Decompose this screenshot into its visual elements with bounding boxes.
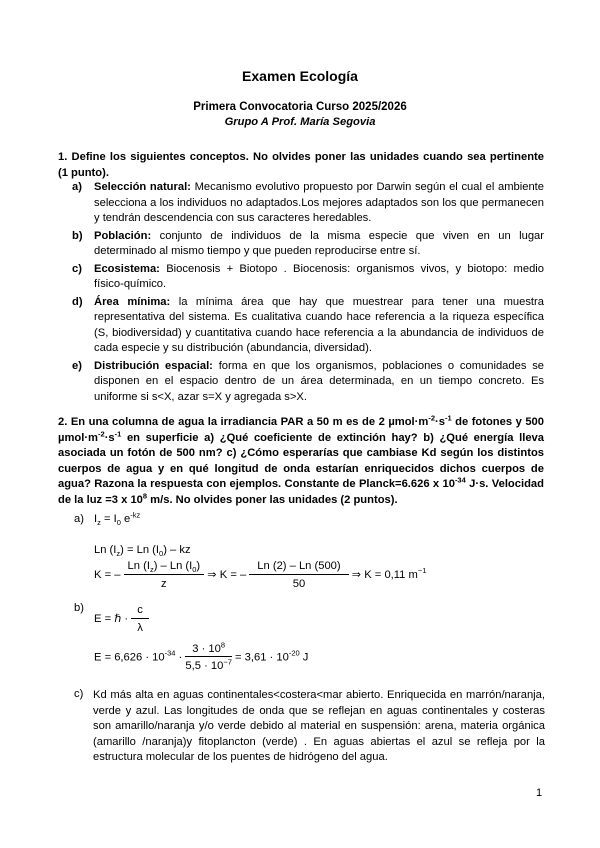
fraction-k-general: $\frac{Ln (I_z) - Ln (I_0)}{z}$ xyxy=(124,560,205,590)
exam-title: Examen Ecología xyxy=(242,68,358,84)
concept-definition: conjunto de individuos de la misma especie que viven en un lugar determinado al mismo tiempo y que pueden reproducirse entre sí. xyxy=(94,229,545,257)
item-marker: b) xyxy=(72,229,83,242)
question-1-text: Define los siguientes conceptos. No olvides poner las unidades cuando sea pertinente (1 punto). xyxy=(58,151,544,179)
question-1-number: 1. xyxy=(58,151,68,163)
concept-item-ecosistema xyxy=(72,262,544,293)
question-1 xyxy=(58,150,544,181)
fraction-speed-wavelength: $\frac{3 \cdot 10^8}{5,5 \cdot 10^{-7}}$ xyxy=(185,640,232,672)
item-marker: d) xyxy=(72,295,83,308)
concept-item-area-minima xyxy=(72,295,544,357)
concept-item-poblacion xyxy=(72,229,544,260)
item-marker: e) xyxy=(72,359,82,372)
item-marker: c) xyxy=(72,262,82,275)
answer-a-marker: a) xyxy=(74,513,84,525)
equation-energy-result: $E = 6,626 \cdot 10^{-34}$ · $\frac{3 \cdot 10^8}{5,5 \cdot 10^{-7}}$ = $3,61 \cdot 10^{-20}$ J xyxy=(94,640,309,672)
fraction-k-values: $\frac{Ln (2) - Ln (500)}{50}$ xyxy=(249,560,348,590)
answer-b-marker: b) xyxy=(74,602,84,614)
answer-c-text: Kd más alta en aguas continentales<costera<mar abierto. Enriquecida en marrón/naranja, verde y azul. Las longitudes de onda que se reflejan en aguas continentales y costeras son amarillo/naranja y/o verde debido al material en suspensión: arena, materia orgánica (amarillo /naranja)y fitoplancton (verde) . En aguas abiertas el azul se refleja por la estructura molecular de los puentes de hidrógeno del agua. xyxy=(93,689,545,764)
concept-definition: forma en que los organismos, poblaciones o comunidades se disponen en el espacio dentro de un área determinada, en un tiempo concreto. Es uniforme si s<X, azar s=X y agregada s>X. xyxy=(94,359,545,403)
concept-term: Ecosistema: xyxy=(94,262,160,275)
equation-irradiance: $I_z = I_0$ $e^{-kz}$ xyxy=(94,510,141,528)
concept-term: Área mínima: xyxy=(94,295,171,308)
concept-term: Selección natural: xyxy=(94,181,191,193)
item-marker: a) xyxy=(72,181,82,193)
concept-definition: la mínima área que hay que muestrear para tener una muestra representativa del sistema. Es cualitativa cuando hace referencia a la riqueza específica (S, biodiversidad) y cuantitativa cuando hace referencia a la abundancia de individuos de cada especie y su distribución (abundancia, diversidad). xyxy=(94,295,544,354)
equation-k-result: K = – $\frac{Ln (I_z) - Ln (I_0)}{z}$ ⇒ K = – $\frac{Ln (2) - Ln (500)}{50}$ ⇒ K = 0,11 $m^{-1}$ xyxy=(94,560,427,590)
concept-item-seleccion-natural xyxy=(72,180,544,227)
concept-item-distribucion-espacial xyxy=(72,359,544,406)
answer-c-marker: c) xyxy=(74,688,84,700)
concept-term: Población: xyxy=(94,229,152,242)
exam-subtitle: Primera Convocatoria Curso 2025/2026 xyxy=(193,101,407,113)
equation-log-form: Ln $(I_z) = Ln$ $(I_0)$ – kz xyxy=(94,544,191,559)
concept-definition: Mecanismo evolutivo propuesto por Darwin según el cual el ambiente selecciona a los individuos no adaptados.Los mejores adaptados son los que permanecen y tendrán descendencia con sus caracteres heredables. xyxy=(94,181,544,224)
fraction-c-lambda: $\frac{c}{\lambda}$ xyxy=(131,604,149,634)
exam-group: Grupo A Prof. María Segovia xyxy=(224,116,376,128)
concept-list xyxy=(72,180,544,407)
question-2: 2. En una columna de agua la irradiancia PAR a 50 m es de 2 $\mu mol\cdot m^{-2}\cdot s^{-1}$ de fotones y 500 $\mu mol\cdot m^{-2}\cdot s^{-1}$ en superficie a) ¿Qué coeficiente de extinción hay? b) ¿Qué energía lleva asociada un fotón de 500 nm? c) ¿Cómo esperarías que cambiase Kd según los distintos cuerpos de agua y en qué longitud de onda estarían enriquecidos dichos cuerpos de agua? Razona la respuesta con ejemplos. Constante de Planck=6.626 x $10^{-34}$ J·s. Velocidad de la luz =3 x $10^8$ m/s. No olvides poner las unidades (2 puntos). xyxy=(58,413,544,506)
equation-photon-energy: E = ℏ · $\frac{c}{\lambda}$ xyxy=(94,604,149,634)
concept-term: Distribución espacial: xyxy=(94,359,213,372)
page-number: 1 xyxy=(536,787,543,799)
concept-definition: Biocenosis + Biotopo . Biocenosis: organismos vivos, y biotopo: medio físico-químico. xyxy=(94,262,544,290)
